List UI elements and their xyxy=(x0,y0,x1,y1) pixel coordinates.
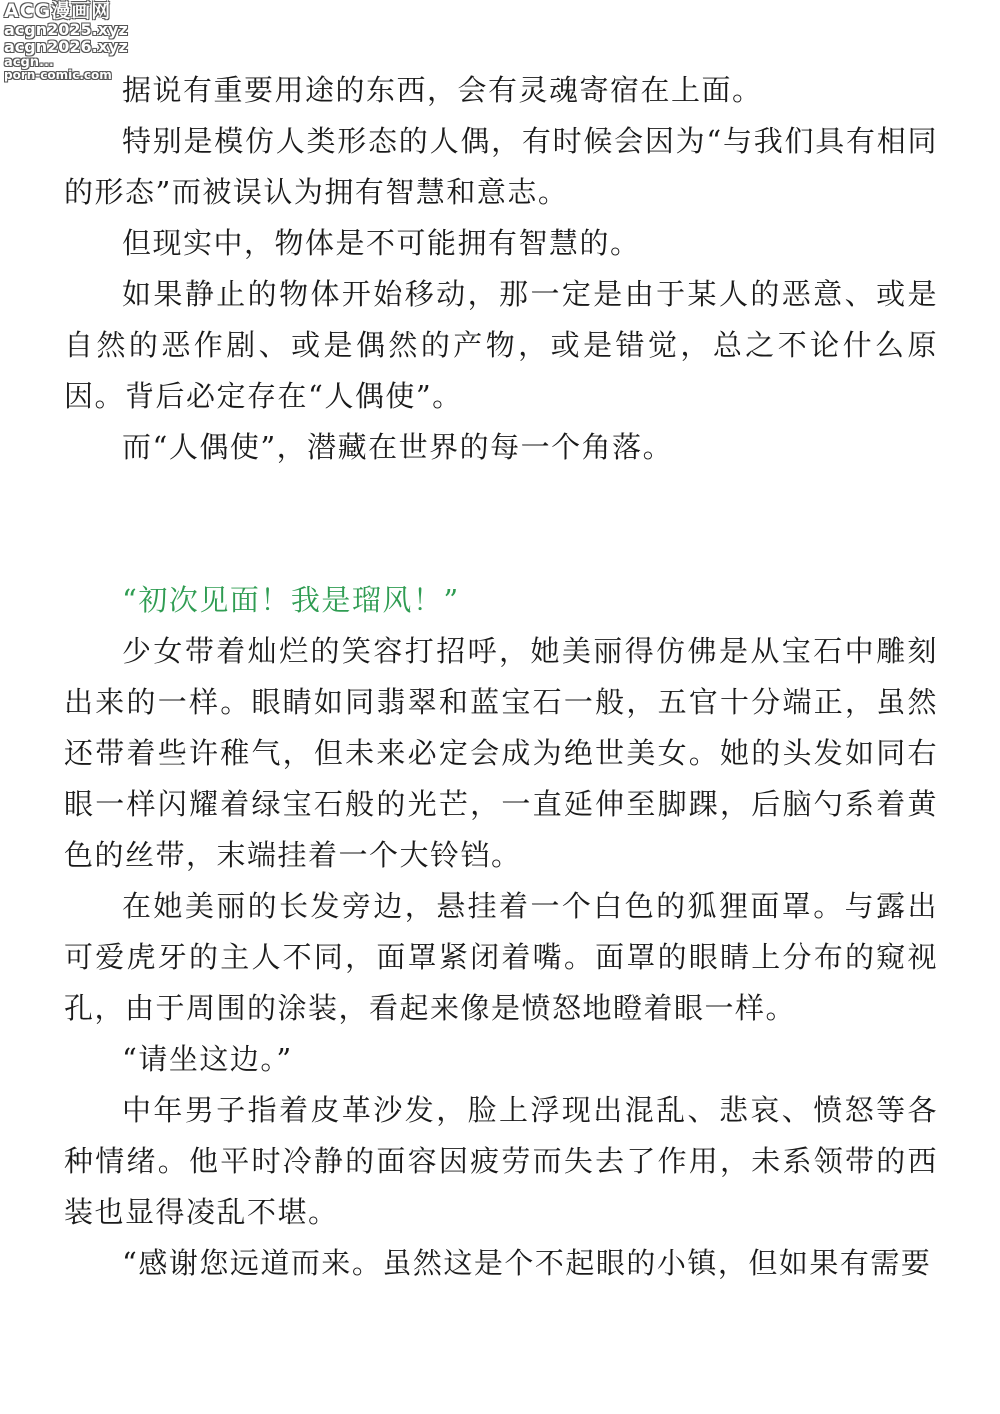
watermark-line: acgn... xyxy=(4,54,54,70)
paragraph: 中年男子指着皮革沙发，脸上浮现出混乱、悲哀、愤怒等各种情绪。他平时冷静的面容因疲劳而失去了作用，未系领带的西装也显得凌乱不堪。 xyxy=(64,1093,938,1229)
watermark-line: acgn2025.xyz xyxy=(4,19,128,39)
paragraph: “请坐这边。” xyxy=(122,1042,293,1076)
paragraph: 而“人偶使”，潜藏在世界的每一个角落。 xyxy=(122,430,674,464)
paragraph: 特别是模仿人类形态的人偶，有时候会因为“与我们具有相同的形态”而被误认为拥有智慧和意志。 xyxy=(64,124,938,209)
greeting-dialogue: “初次见面！我是瑠风！” xyxy=(122,583,460,617)
paragraph: 如果静止的物体开始移动，那一定是由于某人的恶意、或是自然的恶作剧、或是偶然的产物，或是错觉，总之不论什么原因。背后必定存在“人偶使”。 xyxy=(64,277,938,413)
watermark-line: acgn2026.xyz xyxy=(4,36,128,56)
section-break xyxy=(64,473,938,575)
site-watermark xyxy=(4,2,134,82)
paragraph: 但现实中，物体是不可能拥有智慧的。 xyxy=(122,226,641,260)
paragraph: “感谢您远道而来。虽然这是个不起眼的小镇，但如果有需要 xyxy=(122,1246,932,1280)
watermark-line: porn-comic.com xyxy=(4,68,112,83)
paragraph: 据说有重要用途的东西，会有灵魂寄宿在上面。 xyxy=(122,73,763,107)
paragraph: 在她美丽的长发旁边，悬挂着一个白色的狐狸面罩。与露出可爱虎牙的主人不同，面罩紧闭着嘴。面罩的眼睛上分布的窥视孔，由于周围的涂装，看起来像是愤怒地瞪着眼一样。 xyxy=(64,889,938,1025)
paragraph: 少女带着灿烂的笑容打招呼，她美丽得仿佛是从宝石中雕刻出来的一样。眼睛如同翡翠和蓝宝石一般，五官十分端正，虽然还带着些许稚气，但未来必定会成为绝世美女。她的头发如同右眼一样闪耀着绿宝石般的光芒，一直延伸至脚踝，后脑勺系着黄色的丝带，末端挂着一个大铃铛。 xyxy=(64,634,938,872)
watermark-line: ACG漫画网 xyxy=(4,0,112,22)
page-body xyxy=(64,65,938,1289)
